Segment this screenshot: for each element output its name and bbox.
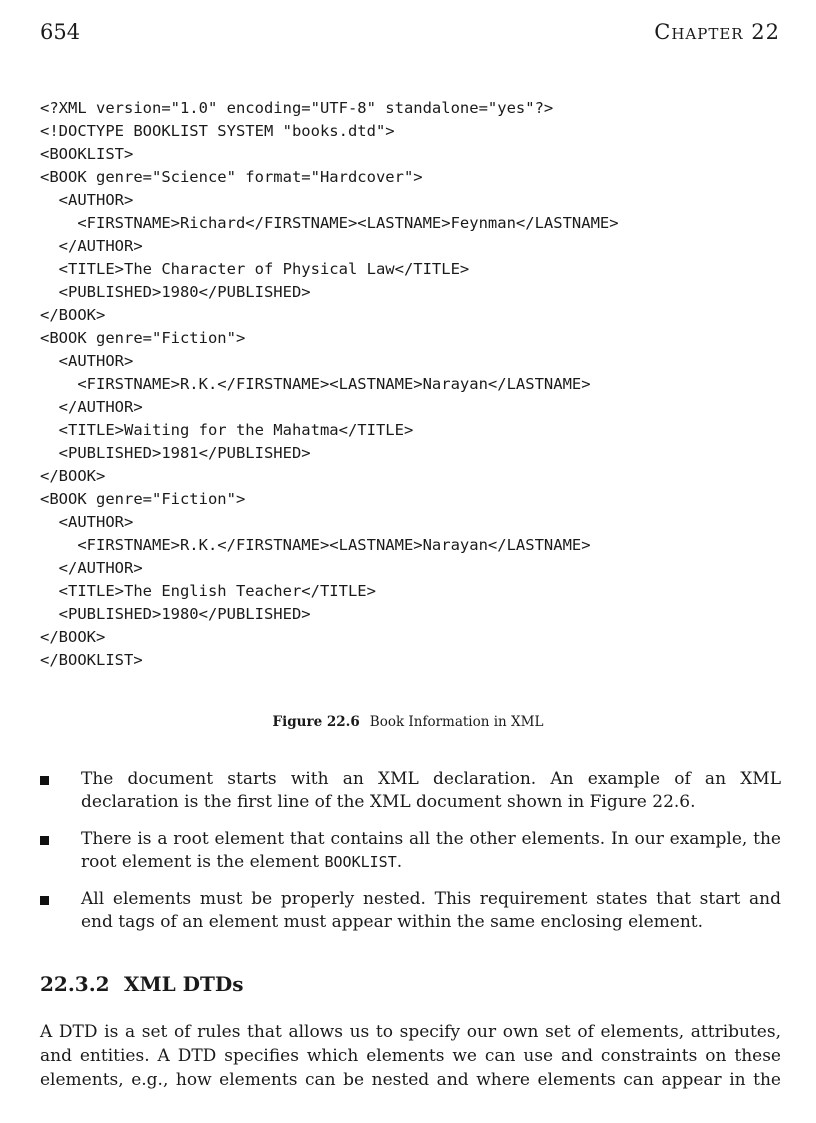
list-item bbox=[40, 828, 781, 874]
code-line: </BOOK> bbox=[40, 306, 106, 324]
list-item-text: All elements must be properly nested. This requirement states that start and end tags of an element must appear within the same enclosing element. bbox=[81, 889, 781, 932]
code-line: <AUTHOR> bbox=[40, 352, 134, 370]
code-line: <FIRSTNAME>R.K.</FIRSTNAME><LASTNAME>Narayan</LASTNAME> bbox=[40, 536, 591, 554]
page-number: 654 bbox=[40, 20, 81, 44]
code-line: <PUBLISHED>1981</PUBLISHED> bbox=[40, 444, 311, 462]
square-bullet-icon bbox=[40, 836, 49, 845]
code-line: <PUBLISHED>1980</PUBLISHED> bbox=[40, 605, 311, 623]
list-item bbox=[40, 768, 781, 814]
code-line: <TITLE>Waiting for the Mahatma</TITLE> bbox=[40, 421, 414, 439]
chapter-heading: Chapter 22 bbox=[654, 20, 780, 44]
code-line: <TITLE>The Character of Physical Law</TITLE> bbox=[40, 260, 470, 278]
code-line: </BOOKLIST> bbox=[40, 651, 143, 669]
code-line: <AUTHOR> bbox=[40, 513, 134, 531]
code-line: <BOOK genre="Fiction"> bbox=[40, 490, 246, 508]
bullet-list bbox=[40, 768, 781, 948]
code-line: <FIRSTNAME>Richard</FIRSTNAME><LASTNAME>Feynman</LASTNAME> bbox=[40, 214, 619, 232]
list-item bbox=[40, 888, 781, 934]
xml-code-listing bbox=[40, 97, 780, 672]
code-line: <PUBLISHED>1980</PUBLISHED> bbox=[40, 283, 311, 301]
code-line: <BOOK genre="Fiction"> bbox=[40, 329, 246, 347]
code-line: <BOOK genre="Science" format="Hardcover"> bbox=[40, 168, 423, 186]
list-item-text-end: . bbox=[396, 852, 403, 872]
section-title: XML DTDs bbox=[124, 972, 244, 996]
list-item-text: There is a root element that contains all the other elements. In our example, the root element is the element bbox=[81, 829, 781, 872]
code-line: <TITLE>The English Teacher</TITLE> bbox=[40, 582, 376, 600]
inline-code: BOOKLIST bbox=[324, 853, 397, 871]
code-line: <!DOCTYPE BOOKLIST SYSTEM "books.dtd"> bbox=[40, 122, 395, 140]
code-line: <FIRSTNAME>R.K.</FIRSTNAME><LASTNAME>Narayan</LASTNAME> bbox=[40, 375, 591, 393]
list-item-text: The document starts with an XML declaration. An example of an XML declaration is the first line of the XML document shown in Figure 22.6. bbox=[81, 769, 781, 812]
square-bullet-icon bbox=[40, 776, 49, 785]
body-paragraph: A DTD is a set of rules that allows us to specify our own set of elements, attributes, and entities. A DTD specifies which elements we can use and constraints on these elements, e.g., how elements can be nested and where elements can appear in the bbox=[40, 1022, 781, 1090]
section-number: 22.3.2 bbox=[40, 972, 110, 996]
section-heading bbox=[40, 972, 244, 996]
figure-caption-text: Book Information in XML bbox=[369, 714, 544, 730]
code-line: </AUTHOR> bbox=[40, 398, 143, 416]
figure-label: Figure 22.6 bbox=[272, 714, 360, 730]
code-line: </AUTHOR> bbox=[40, 559, 143, 577]
square-bullet-icon bbox=[40, 896, 49, 905]
code-line: <?XML version="1.0" encoding="UTF-8" standalone="yes"?> bbox=[40, 99, 554, 117]
code-line: </BOOK> bbox=[40, 467, 106, 485]
code-line: </AUTHOR> bbox=[40, 237, 143, 255]
code-line: <AUTHOR> bbox=[40, 191, 134, 209]
figure-caption bbox=[0, 714, 816, 730]
code-line: <BOOKLIST> bbox=[40, 145, 134, 163]
code-line: </BOOK> bbox=[40, 628, 106, 646]
